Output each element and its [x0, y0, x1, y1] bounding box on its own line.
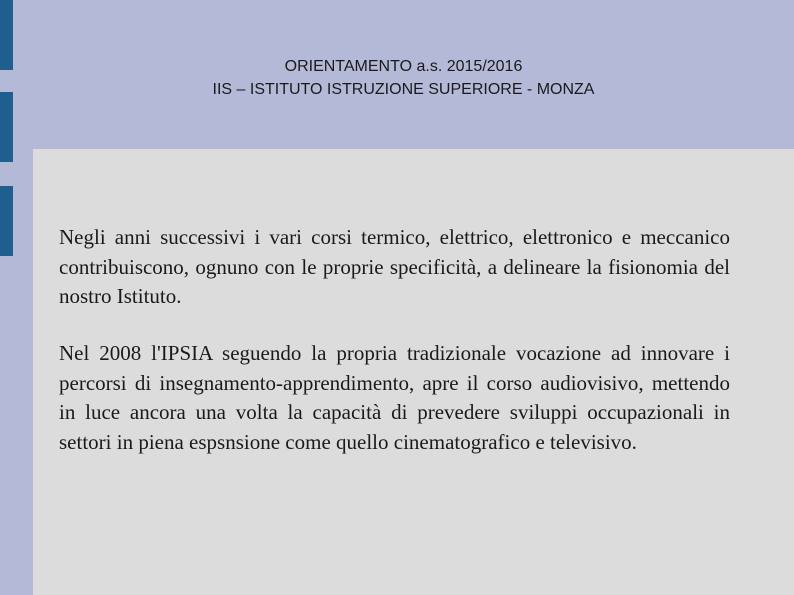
accent-bar-middle	[0, 92, 13, 162]
accent-bar-bottom	[0, 186, 13, 256]
slide-title-line-2: IIS – ISTITUTO ISTRUZIONE SUPERIORE - MONZA	[212, 81, 595, 98]
slide-header	[13, 0, 794, 148]
slide-content	[33, 149, 794, 595]
paragraph: Negli anni successivi i vari corsi termico, elettrico, elettronico e meccanico contribuiscono, ognuno con le proprie specificità, a delineare la fisionomia del nostro Istituto.	[59, 225, 730, 308]
accent-bar-top	[0, 0, 13, 70]
paragraph: Nel 2008 l'IPSIA seguendo la propria tradizionale vocazione ad innovare i percorsi di insegnamento-apprendimento, apre il corso audiovisivo, mettendo in luce ancora una volta la capacità di prevedere sviluppi occupazionali in settori in piena espsnsione come quello cinematografico e televisivo.	[59, 341, 730, 454]
slide-title-line-1: ORIENTAMENTO a.s. 2015/2016	[284, 58, 523, 75]
